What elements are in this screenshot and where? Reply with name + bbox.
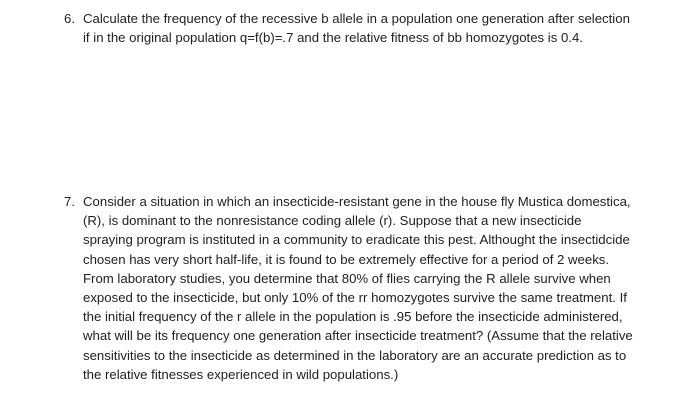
text-line: exposed to the insecticide, but only 10% of the rr homozygotes survive the same treatment. If — [83, 289, 627, 305]
text-line: if in the original population q=f(b)=.7 and the relative fitness of bb homozygotes is 0.4. — [83, 30, 583, 46]
text-line: chosen has very short half-life, it is found to be extremely effective for a period of 2 weeks. — [83, 251, 610, 267]
question-text — [83, 9, 673, 47]
text-line: spraying program is instituted in a community to eradicate this pest. Althought the insectidcide — [83, 232, 630, 248]
question-number: 7. — [64, 194, 75, 209]
text-line: From laboratory studies, you determine that 80% of flies carrying the R allele survive when — [83, 270, 611, 286]
text-line: the relative fitnesses experienced in wild populations.) — [83, 366, 399, 382]
text-line: what will be its frequency one generation after insecticide treatment? (Assume that the relative — [83, 328, 633, 344]
question-text — [83, 192, 673, 384]
text-line: Consider a situation in which an insecticide-resistant gene in the house fly Mustica domestica, — [83, 194, 631, 209]
text-line: sensitivities to the insecticide as determined in the laboratory are an accurate prediction as to — [83, 347, 627, 363]
question-number: 6. — [64, 11, 75, 26]
text-line: Calculate the frequency of the recessive b allele in a population one generation after selection — [83, 11, 630, 26]
text-line: the initial frequency of the r allele in the population is .95 before the insecticide administered, — [83, 309, 623, 325]
text-line: (R), is dominant to the nonresistance coding allele (r). Suppose that a new insecticide — [83, 213, 582, 229]
